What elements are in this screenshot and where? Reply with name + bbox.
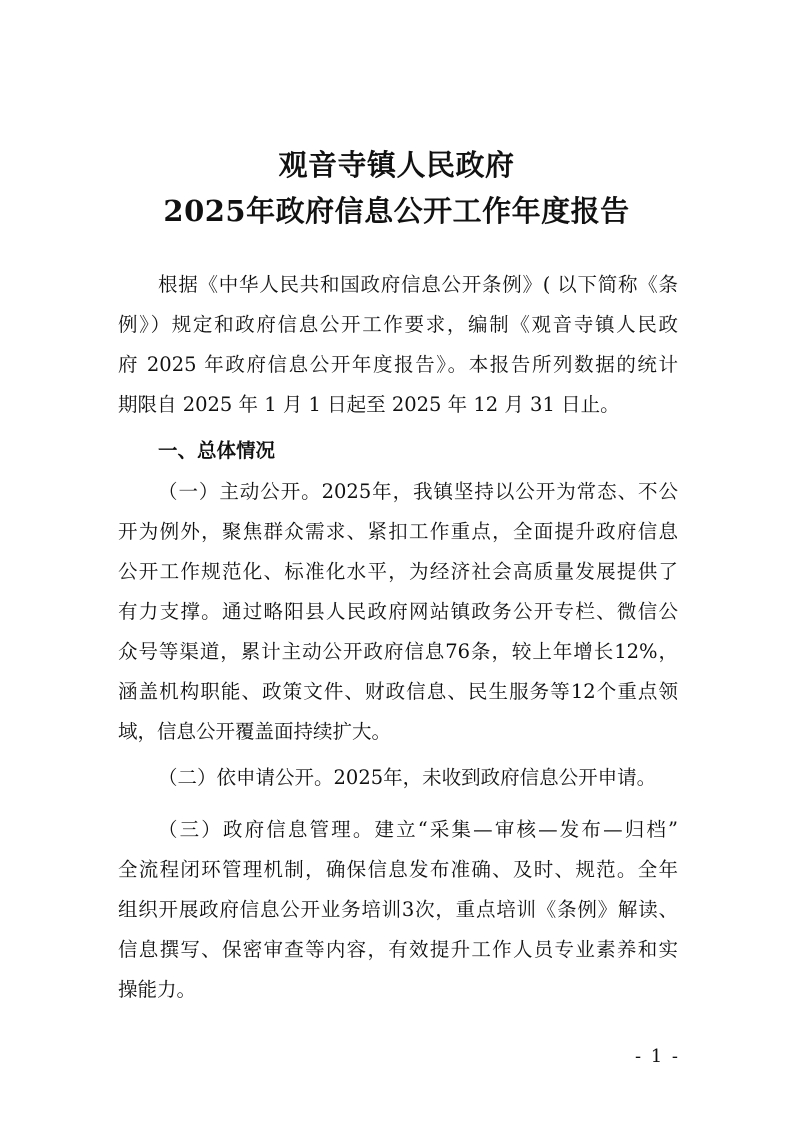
text-line: （三）政府信息管理。建立“采集—审核—发布—归档” xyxy=(158,818,678,841)
document-title-line-1: 观音寺镇人民政府 xyxy=(278,148,515,182)
text-line: 府 2025 年政府信息公开年度报告》。本报告所列数据的统计 xyxy=(118,353,678,376)
on-request-disclosure-paragraph xyxy=(118,758,678,798)
text-line: 例》）规定和政府信息公开工作要求，编制《观音寺镇人民政 xyxy=(118,313,678,336)
text-line: 信息撰写、保密审查等内容，有效提升工作人员专业素养和实 xyxy=(118,938,678,961)
text-line: 开为例外，聚焦群众需求、紧扣工作重点，全面提升政府信息 xyxy=(118,520,678,543)
text-line: （二）依申请公开。2025年，未收到政府信息公开申请。 xyxy=(158,766,657,789)
text-line: 组织开展政府信息公开业务培训3次，重点培训《条例》解读、 xyxy=(118,898,678,921)
text-line: （一）主动公开。2025年，我镇坚持以公开为常态、不公 xyxy=(158,480,678,503)
text-line: 公开工作规范化、标准化水平，为经济社会高质量发展提供了 xyxy=(118,560,678,583)
text-line: 众号等渠道，累计主动公开政府信息76条，较上年增长12%， xyxy=(118,640,678,663)
document-title-line-2: 2025年政府信息公开工作年度报告 xyxy=(163,194,630,228)
page-number: - 1 - xyxy=(634,1046,680,1067)
text-line: 根据《中华人民共和国政府信息公开条例》( 以下简称《条 xyxy=(158,273,678,296)
proactive-disclosure-paragraph xyxy=(118,472,678,752)
text-line: 域，信息公开覆盖面持续扩大。 xyxy=(118,720,392,743)
text-line: 全流程闭环管理机制，确保信息发布准确、及时、规范。全年 xyxy=(118,858,678,881)
text-line: 操能力。 xyxy=(118,978,197,1001)
intro-paragraph xyxy=(118,265,678,425)
information-management-paragraph xyxy=(118,810,678,1010)
section-heading-overview: 一、总体情况 xyxy=(158,439,276,462)
text-line: 涵盖机构职能、政策文件、财政信息、民生服务等12个重点领 xyxy=(118,680,678,703)
text-line: 有力支撑。通过略阳县人民政府网站镇政务公开专栏、微信公 xyxy=(118,600,678,623)
text-line: 期限自 2025 年 1 月 1 日起至 2025 年 12 月 31 日止。 xyxy=(118,393,620,416)
